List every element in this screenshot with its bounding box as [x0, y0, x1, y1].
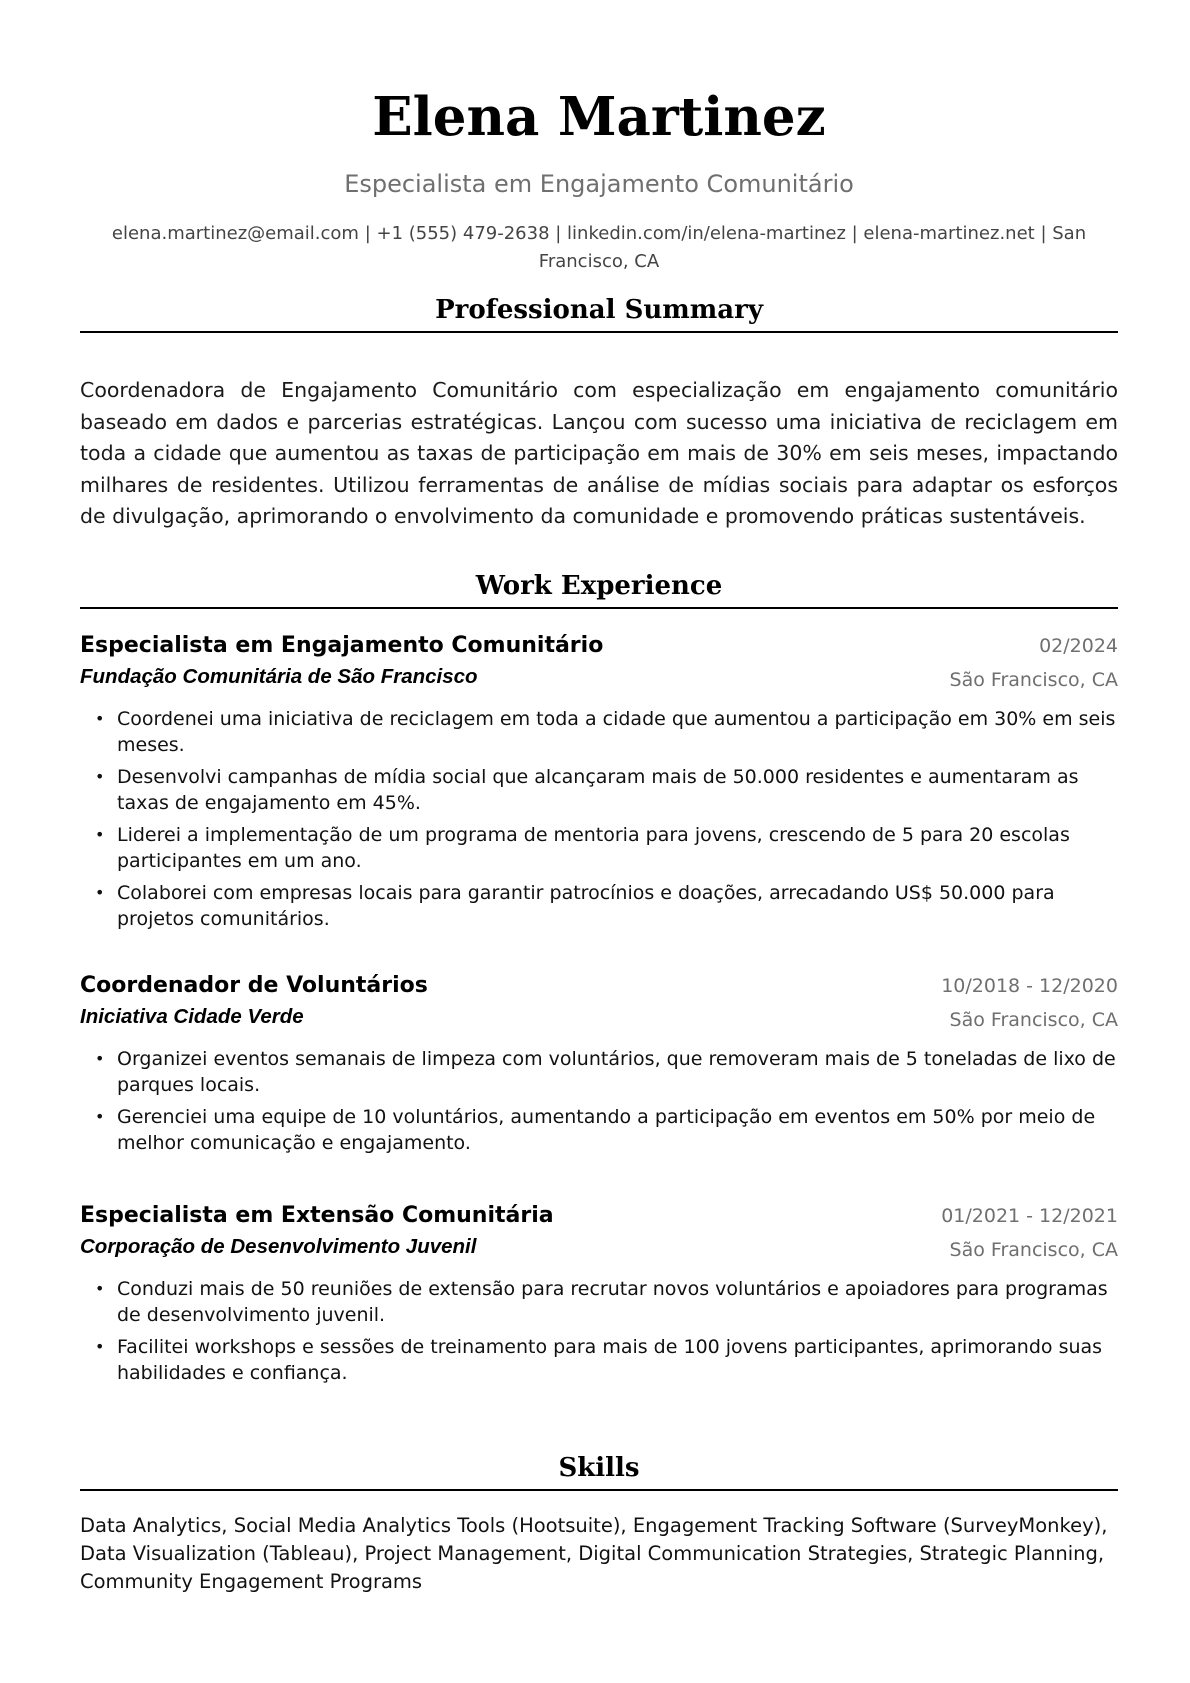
job-company: Fundação Comunitária de São Francisco	[80, 665, 478, 688]
contact-linkedin[interactable]: linkedin.com/in/elena-martinez	[567, 223, 846, 244]
contact-email[interactable]: elena.martinez@email.com	[111, 223, 359, 244]
contact-location: San Francisco, CA	[538, 223, 1087, 272]
bullet-text: Liderei a implementação de um programa de mentoria para jovens, crescendo de 5 para 20 escolas participantes em um ano.	[117, 824, 1070, 872]
summary-text: Coordenadora de Engajamento Comunitário com especialização em engajamento comunitário baseado em dados e parcerias estratégicas. Lançou com sucesso uma iniciativa de reciclagem em toda a cidade que aumentou as taxas de participação em mais de 30% em seis meses, impactando milhares de residentes. Utilizou ferramentas de análise de mídias sociais para adaptar os esforços de divulgação, aprimorando o envolvimento da comunidade e promovendo práticas sustentáveis.	[80, 378, 1118, 528]
job-date: 01/2021 - 12/2021	[941, 1205, 1118, 1227]
bullet-text: Organizei eventos semanais de limpeza com voluntários, que removeram mais de 5 toneladas de lixo de parques locais.	[117, 1048, 1116, 1096]
bullet-dot: •	[95, 767, 105, 786]
bullet-text: Colaborei com empresas locais para garantir patrocínios e doações, arrecadando US$ 50.000 para projetos comunitários.	[117, 882, 1055, 930]
job-location: São Francisco, CA	[949, 1239, 1118, 1261]
job-bullets	[80, 1046, 1118, 1156]
candidate-role: Especialista em Engajamento Comunitário	[344, 170, 854, 198]
summary-section-title: Professional Summary	[435, 295, 763, 325]
contact-separator: |	[549, 223, 568, 244]
job-bullet	[80, 880, 1118, 932]
summary-divider	[80, 331, 1118, 333]
job-bullets	[80, 706, 1118, 932]
job-bullet	[80, 1104, 1118, 1156]
job-bullet	[80, 706, 1118, 758]
bullet-text: Gerenciei uma equipe de 10 voluntários, aumentando a participação em eventos em 50% por meio de melhor comunicação e engajamento.	[117, 1106, 1096, 1154]
job-bullet	[80, 1334, 1118, 1386]
contact-phone[interactable]: +1 (555) 479-2638	[376, 223, 550, 244]
job-bullet	[80, 1276, 1118, 1328]
bullet-dot: •	[95, 1049, 105, 1068]
job-entry	[80, 970, 1118, 1162]
bullet-text: Facilitei workshops e sessões de treinamento para mais de 100 jovens participantes, aprimorando suas habilidades e confiança.	[117, 1336, 1103, 1384]
experience-divider	[80, 607, 1118, 609]
skills-section-title: Skills	[558, 1453, 640, 1483]
job-title: Especialista em Engajamento Comunitário	[80, 633, 604, 658]
contact-separator: |	[358, 223, 377, 244]
job-entry	[80, 630, 1118, 938]
contact-separator: |	[845, 223, 864, 244]
job-title: Especialista em Extensão Comunitária	[80, 1203, 554, 1228]
job-bullet	[80, 1046, 1118, 1098]
skills-text: Data Analytics, Social Media Analytics Tools (Hootsuite), Engagement Tracking Software (SurveyMonkey), Data Visualization (Tableau), Project Management, Digital Communication Strategies, Strategic Planning, Community Engagement Programs	[80, 1514, 1108, 1593]
job-title: Coordenador de Voluntários	[80, 973, 428, 998]
bullet-dot: •	[95, 1337, 105, 1356]
bullet-text: Coordenei uma iniciativa de reciclagem em toda a cidade que aumentou a participação em 30% em seis meses.	[117, 708, 1116, 756]
job-location: São Francisco, CA	[949, 669, 1118, 691]
candidate-name: Elena Martinez	[372, 86, 826, 148]
bullet-text: Conduzi mais de 50 reuniões de extensão para recrutar novos voluntários e apoiadores para programas de desenvolvimento juvenil.	[117, 1278, 1108, 1326]
job-entry	[80, 1200, 1118, 1392]
job-bullets	[80, 1276, 1118, 1386]
bullet-dot: •	[95, 883, 105, 902]
job-date: 10/2018 - 12/2020	[941, 975, 1118, 997]
contact-separator: |	[1034, 223, 1053, 244]
bullet-text: Desenvolvi campanhas de mídia social que alcançaram mais de 50.000 residentes e aumentaram as taxas de engajamento em 45%.	[117, 766, 1079, 814]
bullet-dot: •	[95, 1107, 105, 1126]
bullet-dot: •	[95, 825, 105, 844]
job-date: 02/2024	[1039, 635, 1118, 657]
job-bullet	[80, 764, 1118, 816]
job-location: São Francisco, CA	[949, 1009, 1118, 1031]
job-company: Corporação de Desenvolvimento Juvenil	[80, 1235, 477, 1258]
skills-divider	[80, 1489, 1118, 1491]
job-company: Iniciativa Cidade Verde	[80, 1005, 304, 1028]
bullet-dot: •	[95, 1279, 105, 1298]
job-bullet	[80, 822, 1118, 874]
bullet-dot: •	[95, 709, 105, 728]
contact-line	[80, 220, 1118, 276]
experience-section-title: Work Experience	[475, 571, 723, 601]
contact-website[interactable]: elena-martinez.net	[863, 223, 1035, 244]
